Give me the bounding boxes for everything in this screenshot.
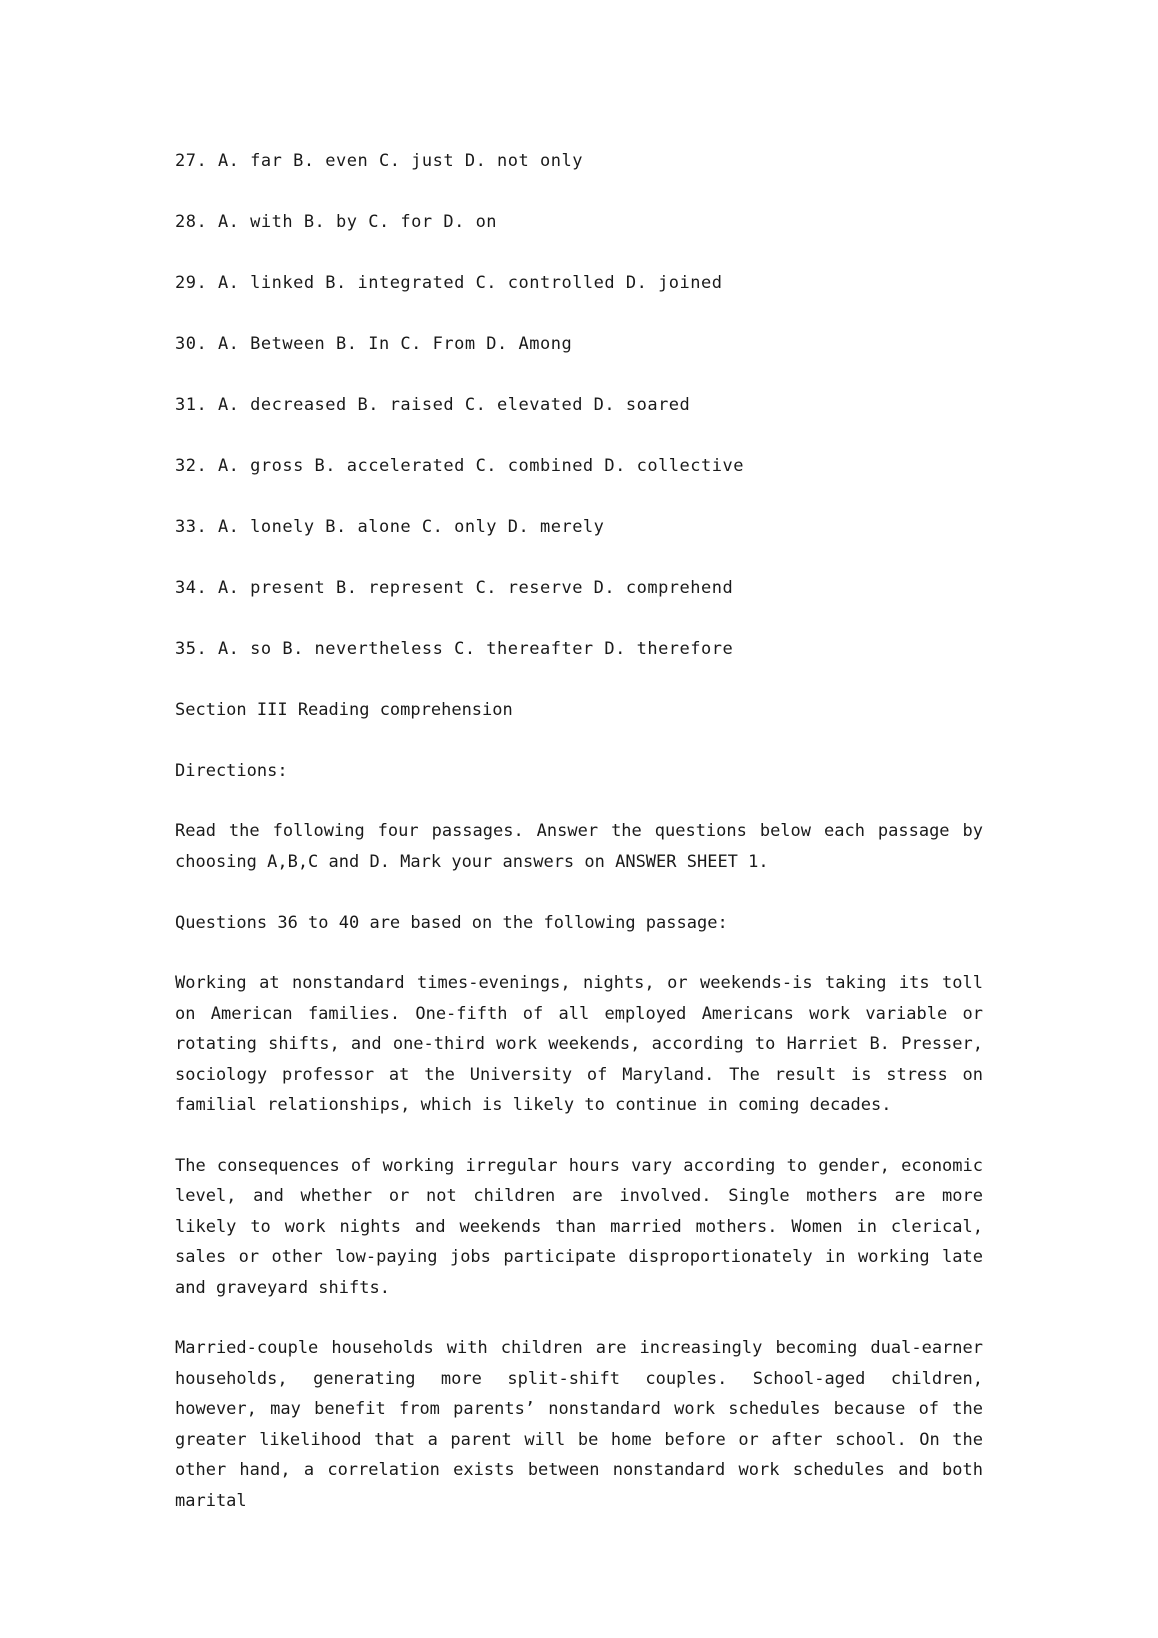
passage-paragraph-3: Married-couple households with children are increasingly becoming dual-earner households, generating more split-shift couples. School-aged children, however, may benefit from parents’ nonstandard work schedules because of the greater likelihood that a parent will be home before or after school. On the other hand, a correlation exists between nonstandard work schedules and both marital (175, 1338, 983, 1511)
directions-text: Read the following four passages. Answer the questions below each passage by choosing A,B,C and D. Mark your answers on ANSWER SHEET 1. (175, 821, 983, 872)
answer-options-27: 27. A. far B. even C. just D. not only (175, 151, 583, 171)
answer-options-32: 32. A. gross B. accelerated C. combined D. collective (175, 456, 744, 476)
answer-options-33: 33. A. lonely B. alone C. only D. merely (175, 517, 605, 537)
passage-paragraph-1: Working at nonstandard times-evenings, nights, or weekends-is taking its toll on American families. One-fifth of all employed Americans work variable or rotating shifts, and one-third work weekends, according to Harriet B. Presser, sociology professor at the University of Maryland. The result is stress on familial relationships, which is likely to continue in coming decades. (175, 973, 983, 1115)
passage-paragraph-2: The consequences of working irregular hours vary according to gender, economic level, and whether or not children are involved. Single mothers are more likely to work nights and weekends than married mothers. Women in clerical, sales or other low-paying jobs participate disproportionately in working late and graveyard shifts. (175, 1155, 983, 1298)
answer-options-34: 34. A. present B. represent C. reserve D. comprehend (175, 578, 734, 598)
questions-intro: Questions 36 to 40 are based on the following passage: (175, 913, 728, 933)
answer-options-35: 35. A. so B. nevertheless C. thereafter D. therefore (175, 639, 734, 659)
document-page (175, 145, 983, 1546)
answer-options-30: 30. A. Between B. In C. From D. Among (175, 334, 573, 354)
answer-options-31: 31. A. decreased B. raised C. elevated D. soared (175, 395, 691, 415)
directions-label: Directions: (175, 761, 288, 781)
section-heading: Section III Reading comprehension (175, 700, 513, 720)
answer-options-29: 29. A. linked B. integrated C. controlled D. joined (175, 273, 723, 293)
answer-options-28: 28. A. with B. by C. for D. on (175, 212, 498, 232)
